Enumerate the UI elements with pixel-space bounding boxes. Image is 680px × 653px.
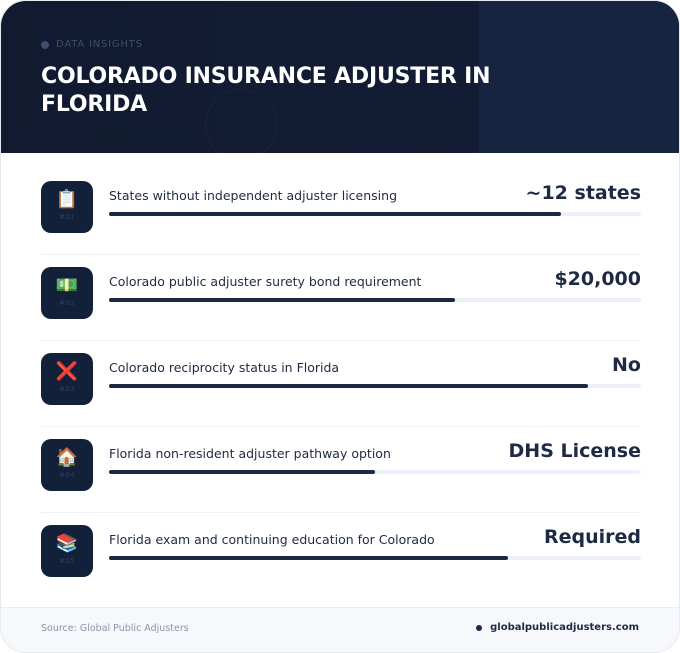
header bbox=[1, 1, 679, 153]
stat-row bbox=[41, 255, 641, 341]
row-emoji: ❌ bbox=[55, 361, 79, 382]
stat-label: Colorado public adjuster surety bond requirement bbox=[109, 274, 422, 289]
stat-value: $20,000 bbox=[554, 268, 641, 290]
progress-track bbox=[109, 470, 641, 474]
stat-value: No bbox=[612, 354, 641, 376]
kicker bbox=[41, 39, 143, 50]
stat-label: States without independent adjuster licensing bbox=[109, 188, 398, 203]
progress-fill bbox=[109, 298, 455, 302]
site-url: globalpublicadjusters.com bbox=[490, 622, 639, 633]
progress-track bbox=[109, 212, 641, 216]
site-link[interactable] bbox=[476, 622, 639, 633]
progress-fill bbox=[109, 556, 508, 560]
progress-fill bbox=[109, 212, 561, 216]
progress-track bbox=[109, 556, 641, 560]
row-number: #01 bbox=[59, 213, 75, 221]
progress-track bbox=[109, 298, 641, 302]
row-emoji: 💵 bbox=[55, 275, 79, 296]
footer bbox=[1, 607, 679, 652]
row-emoji: 🏠 bbox=[55, 447, 79, 468]
money-icon bbox=[41, 267, 93, 319]
stats-list bbox=[41, 169, 641, 598]
stat-value: ~12 states bbox=[525, 182, 641, 204]
cross-mark-icon bbox=[41, 353, 93, 405]
progress-fill bbox=[109, 384, 588, 388]
stat-value: Required bbox=[543, 526, 641, 548]
stat-label: Florida non-resident adjuster pathway option bbox=[109, 446, 391, 461]
page-title: COLORADO INSURANCE ADJUSTER IN FLORIDA bbox=[41, 64, 491, 117]
stat-label: Florida exam and continuing education for Colorado bbox=[109, 532, 435, 547]
progress-track bbox=[109, 384, 641, 388]
row-emoji: 📋 bbox=[55, 189, 79, 210]
row-emoji: 📚 bbox=[55, 533, 79, 554]
stat-row bbox=[41, 427, 641, 513]
stat-value: DHS License bbox=[508, 440, 641, 462]
stat-label: Colorado reciprocity status in Florida bbox=[109, 360, 340, 375]
progress-fill bbox=[109, 470, 375, 474]
row-number: #04 bbox=[59, 471, 75, 479]
clipboard-icon bbox=[41, 181, 93, 233]
row-number: #03 bbox=[59, 385, 75, 393]
books-icon bbox=[41, 525, 93, 577]
stat-row bbox=[41, 513, 641, 598]
row-number: #02 bbox=[59, 299, 75, 307]
kicker-dot-icon bbox=[41, 41, 49, 49]
site-dot-icon bbox=[476, 625, 482, 631]
house-icon bbox=[41, 439, 93, 491]
stat-row bbox=[41, 169, 641, 255]
row-number: #05 bbox=[59, 557, 75, 565]
kicker-text: DATA INSIGHTS bbox=[56, 39, 143, 50]
source-text: Source: Global Public Adjusters bbox=[41, 623, 189, 634]
stat-row bbox=[41, 341, 641, 427]
